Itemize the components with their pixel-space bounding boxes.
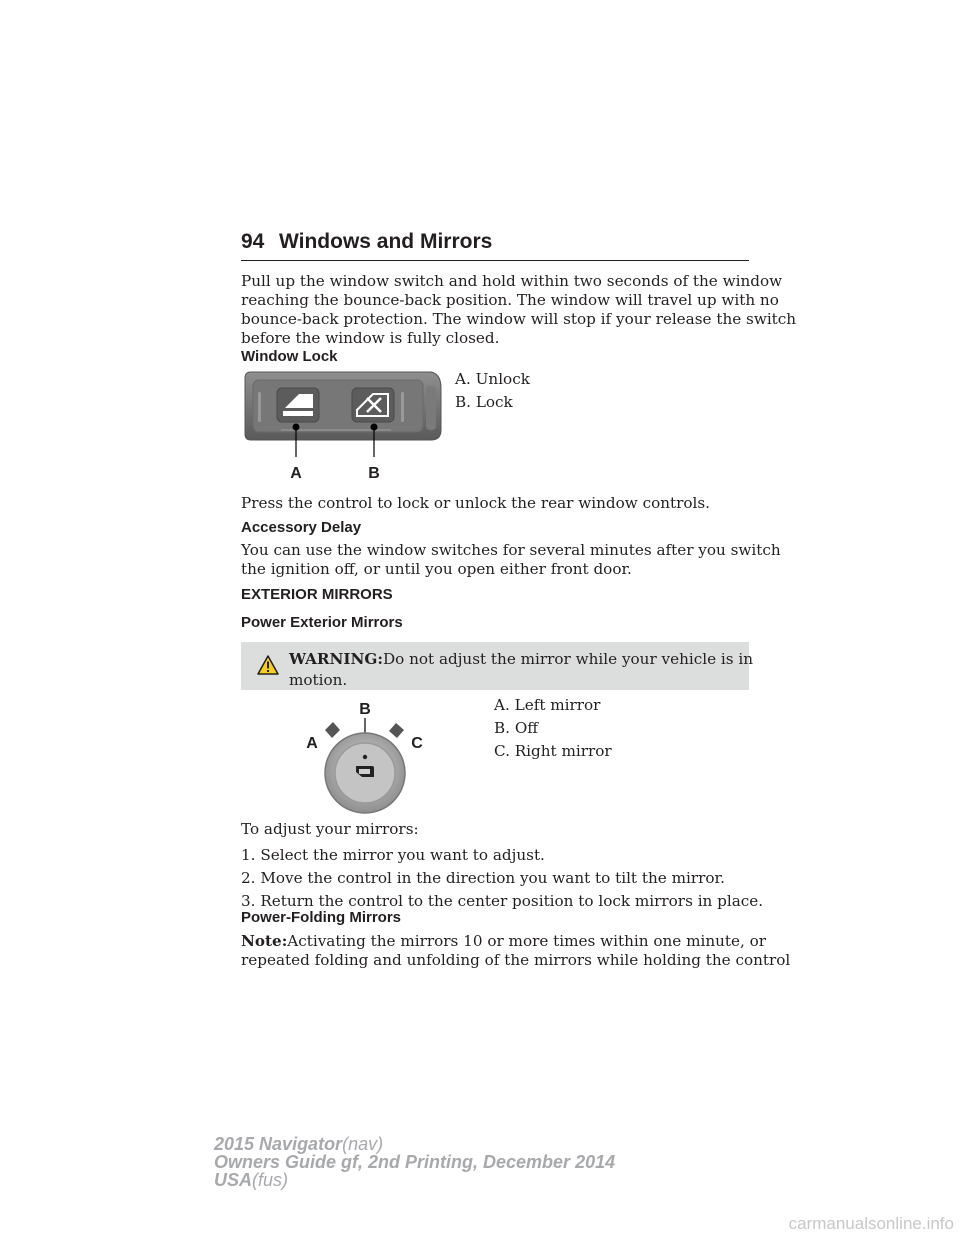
window-lock-description: Press the control to lock or unlock the rear window controls.: [241, 494, 710, 512]
warning-label: WARNING:: [289, 650, 383, 668]
intro-line: reaching the bounce-back position. The window will travel up with no: [241, 291, 779, 309]
page-header: [241, 230, 749, 261]
window-lock-switch-illustration: [241, 368, 446, 483]
legend-item: A. Unlock: [455, 370, 530, 388]
intro-paragraph: [241, 272, 796, 348]
power-folding-note: Note:Activating the mirrors 10 or more times within one minute, or repeated folding and unfolding of the mirrors while holding the control: [241, 932, 791, 969]
callout-b: B: [359, 701, 371, 718]
power-folding-heading: Power-Folding Mirrors: [241, 909, 402, 926]
callout-c: C: [411, 735, 423, 752]
footer-guide: Owners Guide gf, 2nd Printing, December 2014: [214, 1152, 616, 1172]
exterior-mirrors-heading: EXTERIOR MIRRORS: [241, 586, 393, 603]
window-lock-heading: Window Lock: [241, 348, 338, 365]
warning-triangle-icon: [257, 655, 279, 675]
intro-line: Pull up the window switch and hold within two seconds of the window: [241, 272, 783, 290]
adjust-steps: [241, 844, 763, 913]
intro-line: before the window is fully closed.: [241, 329, 500, 347]
legend-item: B. Lock: [455, 393, 513, 411]
window-lock-legend: [455, 368, 530, 414]
note-label: Note:: [241, 932, 288, 950]
callout-a: A: [306, 735, 318, 752]
accessory-delay-text: You can use the window switches for several minutes after you switch the ignition off, or until you open either front door.: [241, 541, 781, 578]
list-item: 1. Select the mirror you want to adjust.: [241, 846, 545, 864]
callout-b: B: [368, 465, 380, 482]
chapter-title: Windows and Mirrors: [279, 230, 493, 253]
footer: 2015 Navigator(nav) Owners Guide gf, 2nd Printing, December 2014 USA(fus): [214, 1134, 616, 1190]
footer-model: 2015 Navigator: [214, 1134, 343, 1154]
warning-text: WARNING:Do not adjust the mirror while your vehicle is in motion.: [289, 650, 754, 689]
left-arrow-icon: [325, 722, 340, 738]
right-arrow-icon: [389, 723, 404, 738]
mirror-legend: [494, 694, 612, 763]
watermark: carmanualsonline.info: [788, 1214, 954, 1233]
legend-item: C. Right mirror: [494, 742, 612, 760]
accessory-delay-heading: Accessory Delay: [241, 519, 362, 536]
power-exterior-mirrors-heading: Power Exterior Mirrors: [241, 614, 403, 631]
adjust-intro: To adjust your mirrors:: [241, 820, 419, 838]
mirror-control-knob-illustration: [300, 698, 430, 816]
page-number: 94: [241, 230, 265, 253]
callout-a: A: [290, 465, 302, 482]
intro-line: bounce-back protection. The window will stop if your release the switch: [241, 310, 797, 328]
legend-item: A. Left mirror: [494, 696, 601, 714]
footer-market: USA: [214, 1170, 253, 1190]
list-item: 3. Return the control to the center position to lock mirrors in place.: [241, 892, 764, 910]
warning-box: [241, 642, 754, 690]
list-item: 2. Move the control in the direction you want to tilt the mirror.: [241, 869, 725, 887]
legend-item: B. Off: [494, 719, 539, 737]
